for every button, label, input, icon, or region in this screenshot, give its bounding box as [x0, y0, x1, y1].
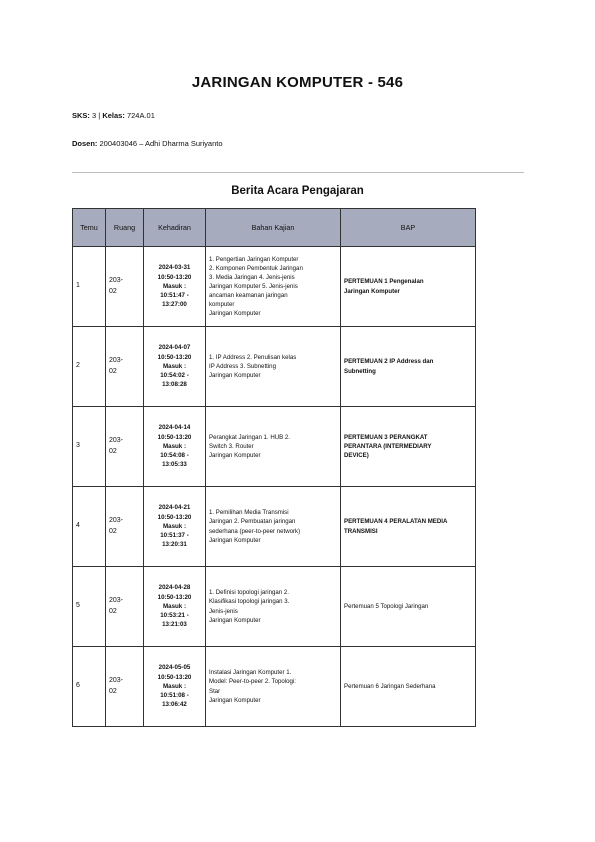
ruang-line: 203-: [109, 277, 124, 284]
ruang-line: 02: [109, 287, 117, 295]
meta-separator: |: [98, 111, 101, 120]
bap-line: PERTEMUAN 3 PERANGKAT: [344, 433, 428, 441]
kehadiran-line: 2024-03-31: [158, 264, 191, 272]
kehadiran-line: 2024-04-07: [158, 344, 191, 352]
ruang-line: 02: [109, 367, 117, 375]
table-row: [73, 647, 476, 727]
dosen-value: 200403046 – Adhi Dharma Suriyanto: [99, 139, 223, 148]
bahan-line: Klasifikasi topologi jaringan 3.: [209, 598, 290, 606]
cell-bap: [341, 407, 476, 487]
table-body: [73, 247, 476, 727]
kehadiran-line: 13:06:42: [162, 701, 187, 709]
kehadiran-line: 13:27:00: [162, 301, 187, 309]
bahan-line: Jaringan Komputer: [209, 696, 261, 704]
header-ruang: Ruang: [106, 209, 144, 247]
cell-bahan-kajian: [206, 407, 341, 487]
kehadiran-line: 10:51:08 -: [160, 692, 189, 700]
kelas-label: Kelas:: [102, 111, 125, 120]
kehadiran-line: 10:53:21 -: [160, 612, 189, 620]
kehadiran-line: 13:08:28: [162, 381, 187, 389]
cell-kehadiran: [144, 647, 206, 727]
cell-ruang: [106, 567, 144, 647]
ruang-line: 02: [109, 527, 117, 535]
header-kehadiran: Kehadiran: [144, 209, 206, 247]
kehadiran-line: Masuk :: [162, 282, 187, 290]
bap-line: TRANSMISI: [344, 527, 378, 535]
header-bap: BAP: [341, 209, 476, 247]
bahan-line: Jaringan Komputer: [209, 452, 261, 460]
sks-value: 3: [92, 111, 97, 120]
bap-line: PERTEMUAN 1 Pengenalan: [344, 278, 424, 286]
cell-bahan-kajian: [206, 567, 341, 647]
kehadiran-line: 10:51:47 -: [160, 292, 189, 300]
kehadiran-line: 2024-04-21: [158, 504, 191, 512]
bahan-line: 1. IP Address 2. Penulisan kelas: [209, 353, 297, 361]
ruang-line: 203-: [109, 597, 124, 604]
header-temu: Temu: [73, 209, 106, 247]
bahan-line: 3. Media Jaringan 4. Jenis-jenis: [209, 273, 295, 281]
cell-temu: 3: [73, 407, 106, 487]
cell-ruang: [106, 487, 144, 567]
kelas-value: 724A.01: [126, 111, 155, 120]
bap-line: Pertemuan 5 Topologi Jaringan: [344, 602, 429, 610]
bap-line: Subnetting: [344, 367, 376, 375]
table-row: [73, 247, 476, 327]
bap-line: PERANTARA (INTERMEDIARY: [344, 442, 432, 450]
cell-ruang: [106, 327, 144, 407]
bahan-line: Jaringan Komputer: [209, 310, 261, 318]
bahan-line: komputer: [209, 301, 235, 309]
cell-bahan-kajian: [206, 647, 341, 727]
bap-line: DEVICE): [344, 452, 369, 460]
kehadiran-line: Masuk :: [162, 362, 187, 370]
kehadiran-line: 10:50-13:20: [157, 353, 192, 361]
cell-temu: 4: [73, 487, 106, 567]
bahan-line: sederhana (peer-to-peer network): [209, 527, 301, 535]
bap-line: PERTEMUAN 2 IP Address dan: [344, 358, 434, 366]
ruang-line: 203-: [109, 357, 124, 364]
kehadiran-line: 13:05:33: [162, 461, 187, 469]
ruang-line: 02: [109, 447, 117, 455]
cell-ruang: [106, 647, 144, 727]
cell-kehadiran: [144, 247, 206, 327]
header-bahan-kajian: Bahan Kajian: [206, 209, 341, 247]
lecturer-meta: [72, 139, 223, 148]
kehadiran-line: 2024-04-14: [158, 424, 191, 432]
bahan-line: Star: [209, 687, 221, 695]
kehadiran-line: 10:54:02 -: [160, 372, 189, 380]
bahan-line: 2. Komponen Pembentuk Jaringan: [209, 264, 303, 272]
kehadiran-line: 10:50-13:20: [157, 513, 192, 521]
bahan-line: Instalasi Jaringan Komputer 1.: [209, 669, 292, 677]
ruang-line: 203-: [109, 437, 124, 444]
kehadiran-line: 13:21:03: [162, 621, 187, 629]
bap-line: Pertemuan 6 Jaringan Sederhana: [344, 682, 436, 690]
kehadiran-line: 10:50-13:20: [157, 273, 192, 281]
course-meta: [72, 111, 155, 120]
cell-bap: [341, 567, 476, 647]
section-title: Berita Acara Pengajaran: [231, 185, 364, 197]
ruang-line: 02: [109, 687, 117, 695]
table-row: [73, 407, 476, 487]
cell-ruang: [106, 247, 144, 327]
kehadiran-line: Masuk :: [162, 682, 187, 690]
kehadiran-line: Masuk :: [162, 522, 187, 530]
cell-bap: [341, 327, 476, 407]
bap-line: Jaringan Komputer: [344, 287, 400, 295]
cell-temu: 6: [73, 647, 106, 727]
cell-bahan-kajian: [206, 327, 341, 407]
cell-bap: [341, 647, 476, 727]
bahan-line: Perangkat Jaringan 1. HUB 2.: [209, 433, 290, 441]
kehadiran-line: 10:50-13:20: [157, 433, 192, 441]
table-row: [73, 327, 476, 407]
ruang-line: 02: [109, 607, 117, 615]
bahan-line: Jaringan 2. Pembuatan jaringan: [209, 518, 296, 526]
cell-bahan-kajian: [206, 487, 341, 567]
bahan-line: Switch 3. Router: [209, 442, 254, 450]
cell-temu: 5: [73, 567, 106, 647]
bap-line: PERTEMUAN 4 PERALATAN MEDIA: [344, 518, 448, 526]
kehadiran-line: 2024-04-28: [158, 584, 191, 592]
bahan-line: 1. Definisi topologi jaringan 2.: [209, 589, 289, 597]
page-title: JARINGAN KOMPUTER - 546: [191, 74, 404, 91]
ruang-line: 203-: [109, 517, 124, 524]
cell-kehadiran: [144, 327, 206, 407]
bahan-line: IP Address 3. Subnetting: [209, 362, 276, 370]
table-row: [73, 567, 476, 647]
sks-label: SKS:: [72, 111, 90, 120]
cell-kehadiran: [144, 567, 206, 647]
cell-temu: 1: [73, 247, 106, 327]
bahan-line: 1. Pemilihan Media Transmisi: [209, 509, 289, 517]
bahan-line: Jaringan Komputer 5. Jenis-jenis: [209, 282, 298, 290]
dosen-label: Dosen:: [72, 139, 98, 148]
bahan-line: Jaringan Komputer: [209, 372, 261, 380]
bahan-line: 1. Pengertian Jaringan Komputer: [209, 255, 299, 263]
cell-ruang: [106, 407, 144, 487]
kehadiran-line: 10:54:08 -: [160, 452, 189, 460]
kehadiran-line: 10:50-13:20: [157, 673, 192, 681]
kehadiran-line: Masuk :: [162, 602, 187, 610]
cell-kehadiran: [144, 407, 206, 487]
divider: [72, 172, 524, 173]
cell-bahan-kajian: [206, 247, 341, 327]
bahan-line: Model: Peer-to-peer 2. Topologi:: [209, 678, 296, 686]
kehadiran-line: 10:50-13:20: [157, 593, 192, 601]
cell-kehadiran: [144, 487, 206, 567]
bahan-line: ancaman keamanan jaringan: [209, 292, 288, 300]
table-header-row: [73, 209, 476, 247]
cell-bap: [341, 487, 476, 567]
ruang-line: 203-: [109, 677, 124, 684]
teaching-log-table: [72, 208, 476, 727]
cell-bap: [341, 247, 476, 327]
table-row: [73, 487, 476, 567]
kehadiran-line: 2024-05-05: [158, 664, 191, 672]
kehadiran-line: Masuk :: [162, 442, 187, 450]
kehadiran-line: 13:20:31: [162, 541, 187, 549]
bahan-line: Jenis-jenis: [209, 607, 238, 615]
cell-temu: 2: [73, 327, 106, 407]
kehadiran-line: 10:51:37 -: [160, 532, 189, 540]
bahan-line: Jaringan Komputer: [209, 536, 261, 544]
bahan-line: Jaringan Komputer: [209, 616, 261, 624]
